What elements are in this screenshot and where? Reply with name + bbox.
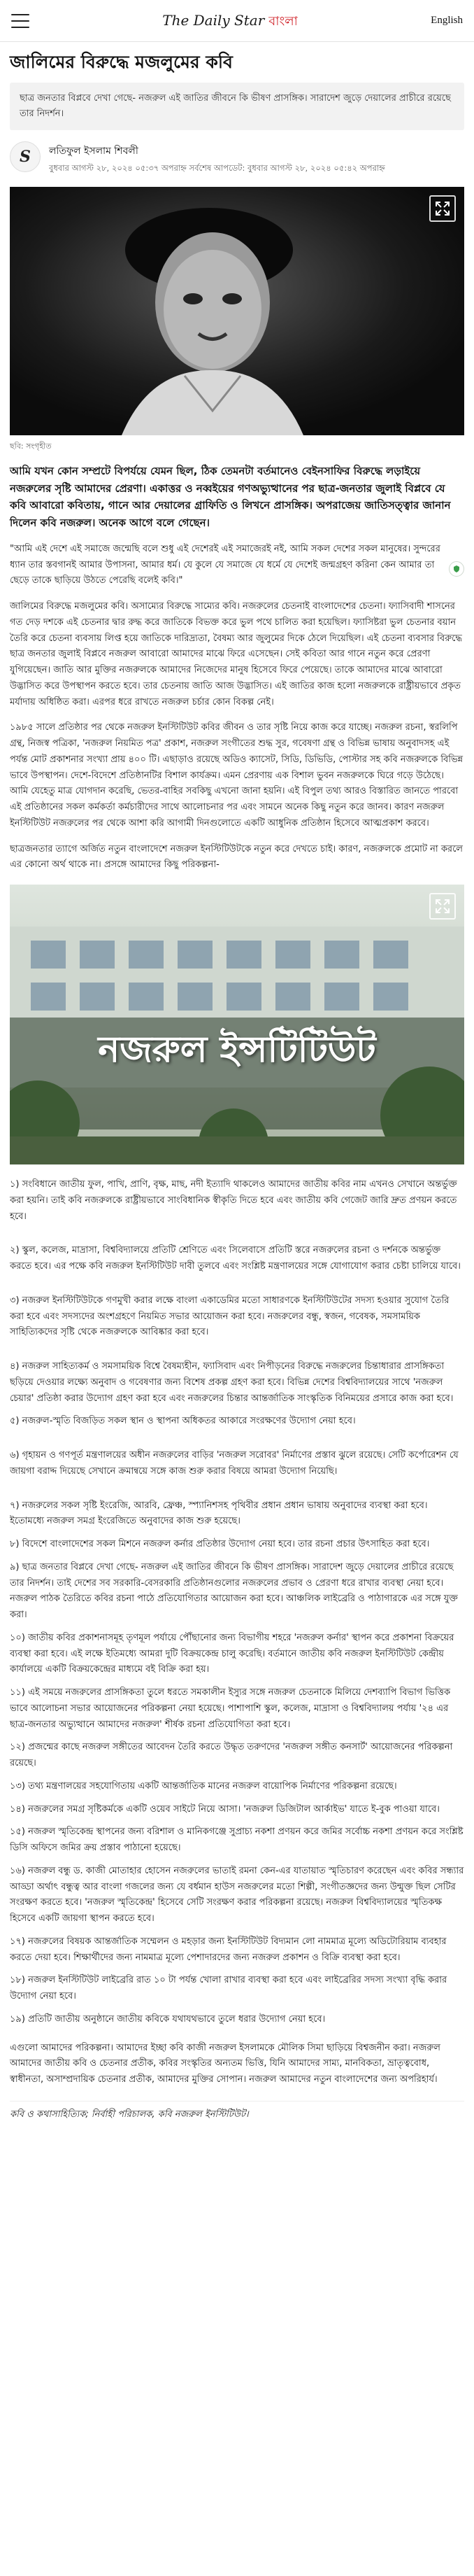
plan-item: ১০) জাতীয় কবির প্রকাশনাসমূহ তৃণমূল পর্যায়ে পৌঁছানোর জন্য বিভাগীয় শহরে 'নজরুল কর্নার' স্থাপন করে প্রকাশনা বিক্রয়ের ব্যবস্থা করা হবে। এই লক্ষে ইতিমধ্যে আমরা দুটি বিক্রয়কেন্দ্র চালু করেছি। বর্তমানে জাতীয় কবি নজরুল ইনস্টিটিউট কেন্দ্রীয় কার্যালয়ে একটি বিক্রয়কেন্দ্রের মাধ্যমে বই বিক্রি করা হয়। [10, 1632, 454, 1675]
plan-item: ৬) গৃহায়ন ও গণপূর্ত মন্ত্রণালয়ের অধীন নজরুলের বাড়ির 'নজরুল সরোবর' নির্মাণের প্রস্তাব ঝুলে রয়েছে। সেটি কর্পোরেশন যে জায়গা বরাদ্দ দিয়েছে সেখানে ক্রমান্বয়ে সঙ্গে কাজ শুরু করার বিষয়ে আমরা উদ্যোগ নিয়েছি। [10, 1450, 459, 1477]
institute-banner-text: নজরুল ইন্সটিটিউট [98, 1029, 376, 1071]
byline [10, 141, 464, 174]
plan-item: ১) সংবিধানে জাতীয় ফুল, পাখি, প্রাণি, বৃক্ষ, মাছ, নদী ইত্যাদি থাকলেও আমাদের জাতীয় কবির নাম এখনও সেখানে অন্তর্ভুক্ত করা হয়নি। তাই কবি নজরুলকে রাষ্ট্রীয়ভাবে সাংবিধানিক স্বীকৃতি দিতে হবে এবং জাতীয় কবি গেজেট জারি দ্রুত প্রণয়ন করতে হবে। [10, 1179, 457, 1222]
plans-list [10, 1177, 464, 2028]
plan-item: ১৫) নজরুল স্মৃতিকেন্দ্র স্থাপনের জন্য বরিশাল ও মানিকগঞ্জে সুপ্রাচ্য নকশা প্রণয়ন করে জমির সর্বোচ্চ নকশা প্রণয়ন করে সংশ্লিষ্ট ডিসি অফিসে জমির ক্রয় প্রস্তাব পাঠানো হয়েছে। [10, 1827, 464, 1854]
closing-paragraph: এগুলো আমাদের পরিকল্পনা। আমাদের ইচ্ছা কবি কাজী নজরুল ইসলামকে মৌলিক সিমা ছাড়িয়ে বিশ্বজনীন করা। নজরুল আমাদের জাতীয় কবি ও চেতনার প্রতীক, কবির সংস্কৃতির অন্যতম ভিত্তি, যিনি আমাদের সাম্য, মানবিকতা, ভ্রাতৃত্ববোধ, স্বাধীনতা, অসাম্প্রদায়িক চেতনার প্রতীক, আমাদের মুক্তির সোপান। নজরুল আমাদের নতুন বাংলাদেশের জন্য অপরিহার্য। [10, 2042, 440, 2085]
article-container [0, 50, 474, 2123]
plan-item: ৪) নজরুল সাহিত্যকর্ম ও সমসাময়িক বিশ্বে বৈষম্যহীন, ফ্যাসিবাদ এবং নিপীড়নের বিরুদ্ধে নজরুলের চিন্তাধারার প্রাসঙ্গিকতা ছড়িয়ে দেওয়ার লক্ষ্যে অনুবাদ ও গবেষণার জন্য বিশেষ প্রকল্প গ্রহণ করা হবে। বিভিন্ন দেশের বিশ্ববিদ্যালয়ের সাথে 'নজরুল চেয়ার' প্রতিষ্ঠা করার উদ্যোগ গ্রহণ করা হবে এবং নজরুলের চিন্তার আন্তর্জাতিক সাংস্কৃতিক বিনিময়ের প্রসারে কাজ করা হবে। [10, 1361, 454, 1404]
plan-item: ১১) এই সময়ে নজরুলের প্রাসঙ্গিকতা তুলে ধরতে সমকালীন ইস্যুর সঙ্গে নজরুল চেতনাকে মিলিয়ে দেশব্যাপি বিভাগ ভিত্তিক ভাবে আলোচনা সভার আয়োজনের পরিকল্পনা নেয়া হয়েছে। পাশাপাশি স্কুল, কলেজ, মাদ্রাসা ও বিশ্ববিদ্যালয় পর্যায় '২৪ এর ছাত্র-জনতার অভ্যুত্থানে আমাদের নজরুল' শীর্ষক রচনা প্রতিযোগিতা করা হবে। [10, 1687, 451, 1730]
author-avatar: S [10, 141, 41, 172]
plan-item: ৮) বিদেশে বাংলাদেশের সকল মিশনে নজরুল কর্নার প্রতিষ্ঠার উদ্যোগ নেয়া হবে। তার রচনা প্রচার উৎসাহিত করা হবে। [10, 1539, 430, 1550]
hero-image [10, 187, 464, 435]
shield-check-icon[interactable] [449, 561, 464, 577]
expand-image-button[interactable] [429, 195, 456, 222]
plan-item: ১৯) প্রতিটি জাতীয় অনুষ্ঠানে জাতীয় কবিকে যথাযথভাবে তুলে ধরার উদ্যোগ নেয়া হবে। [10, 2013, 326, 2025]
article-lead: আমি যখন কোন সম্প্রটে বিপর্যয়ে যেমন ছিল, ঠিক তেমনটা বর্তমানেও বেইনসাফির বিরুদ্ধে লড়াইয়ে নজরুলের সৃষ্টি আমাদের প্রেরণা। একাত্তর ও নব্বইয়ের গণঅভ্যুত্থানের পর ছাত্র-জনতার জুলাই বিপ্লবে যে কবি আবারো কবিতায়, গানে আর দেয়ালের গ্রাফিতি ও লিখনে প্রাসঙ্গিক। অপরাজেয় জাতিসত্ত্বার জানান দিলেন কবি নজরুল। অনেক আগে বলে গেছেন। [10, 464, 451, 530]
plan-item: ১৬) নজরুল বন্ধু ড. কাজী মোতাহার হোসেন নজরুলের ভাতাই রমনা কেন-এর যাতায়াত স্মৃতিচারণ করেছেন এবং কবির সন্ধ্যার আড্ডা অর্থাৎ বন্ধুত্ব আর বাংলা গজলের জন্য যে বর্ধমান হাউস নজরুলের মতো শিল্পী, সংগীতজ্ঞদের জন্য উন্মুক্ত ছিল সেটির সংরক্ষণ করতে হবে। 'নজরুল স্মৃতিকেন্দ্র' হিসেবে সেটি সংরক্ষণ করার পরিকল্পনা রয়েছে। নজরুল বিশ্ববিদ্যালয়ের স্মৃতিকক্ষ হিসেবে একটি জায়গা স্থাপন করতে হবে। [10, 1865, 464, 1924]
article-body [10, 542, 464, 873]
quote-paragraph: "আমি এই দেশে এই সমাজে জন্মেছি বলে শুধু এই দেশেরই এই সমাজেরই নই, আমি সকল দেশের সকল মানুষের। সুন্দরের ধ্যান তার স্তবগানই আমার উপাসনা, আমার ধর্ম। যে কুলে যে সমাজে যে ধর্মে যে দেশেই জন্মগ্রহণ করিনা কেন আমার তা ছেড়ে তাকে ছাড়িয়ে উঠতে পেরেছি বলেই কবি।" [10, 543, 440, 586]
site-logo[interactable] [29, 8, 431, 33]
plan-item: ১২) প্রজন্মের কাছে নজরুল সঙ্গীতের আবেদন তৈরি করতে উদ্ধৃত তরুণদের 'নজরুল সঙ্গীত কনসার্ট' আয়োজনের পরিকল্পনা রয়েছে। [10, 1742, 453, 1769]
author-name[interactable]: লতিফুল ইসলাম শিবলী [49, 145, 138, 157]
hero-caption: ছবি: সংগৃহীত [10, 441, 52, 451]
plan-item: ২) স্কুল, কলেজ, মাদ্রাসা, বিশ্ববিদ্যালয়ে প্রতিটি শ্রেণিতে এবং সিলেবাসে প্রতিটি স্তরে নজরুলের রচনা ও দর্শনকে অন্তর্ভুক্ত করতে হবে। এর পক্ষে কবি নজরুল ইনস্টিটিউট দাবী তুলবে এবং সংশ্লিষ্ট মন্ত্রণালয়ের সঙ্গে যোগাযোগ করার চেষ্টা চালিয়ে যাবে। [10, 1245, 461, 1272]
body-paragraph: জালিমের বিরুদ্ধে মজলুমের কবি। অসাম্যের বিরুদ্ধে সাম্যের কবি। নজরুলের চেতনাই বাংলাদেশের চেতনা। ফ্যাসিবাদী শাসনের গত দেড় দশকে এই চেতনার দ্বার রুদ্ধ করে জাতিকে বিভক্ত করে ভুল পথে চালিত করা হয়েছিল। ফ্যাসিষ্টরা ভুল চেতনার বয়ান তৈরি করে চেতনা ব্যবসায় লিপ্ত হয়ে জাতিকে দারিদ্র্যতা, বৈষম্য আর জুলুমের দিকে ঠেলে দিয়েছিল। এই চেতনা ব্যবসার বিরুদ্ধে ছাত্র জনতার জুলাই বিপ্লবে নজরুল আবারো আমাদের মাঝে ফিরে এসেছেন। সেই কবিতা আর গানে নতুন করে প্রেরণা যুগিয়েছেন। জাতি আর মুক্তির নজরুলকে আমাদের নিজেদের মানুষ হিসেবে ফিরে পেয়েছে। তাকে আমাদের মাঝে আবারো উদ্ভাসিত করে উপস্থাপন করতে হবে। তার চেতনায় জাতি আজ উদ্ভাসিত। এই জাতির কাজ হলো নজরুলকে রাষ্ট্রীয়ভাবে প্রকৃত মর্যাদায় অধিষ্ঠিত করা। এরপর ধরে রাখতে নজরুল চর্চার কোন বিকল্প নেই। [10, 601, 462, 708]
author-footnote: কবি ও কথাসাহিত্যিক; নির্বাহী পরিচালক, কবি নজরুল ইনস্টিটিউট। [10, 2101, 464, 2123]
language-switch-link[interactable]: English [431, 15, 463, 27]
plan-item: ৫) নজরুল-স্মৃতি বিজড়িত সকল স্থান ও স্থাপনা অধিকতর আকারে সংরক্ষণের উদ্যোগ নেয়া হবে। [10, 1416, 356, 1427]
logo-bangla: বাংলা [268, 14, 298, 29]
plan-item: ৭) নজরুলের সকল সৃষ্টি ইংরেজি, আরবি, ফ্রেঞ্চ, স্প্যানিশসহ পৃথিবীর প্রধান প্রধান ভাষায় অনুবাদের ব্যবস্থা করা হবে। ইতোমধ্যে নজরুল সমগ্র ইংরেজিতে অনুবাদের কাজ শুরু হয়েছে। [10, 1500, 428, 1527]
hamburger-menu-icon[interactable] [11, 14, 29, 28]
expand-icon [434, 898, 451, 915]
plan-item: ১৮) নজরুল ইনস্টিটিউট লাইব্রেরি রাত ১০ টা পর্যন্ত খোলা রাখার ব্যবস্থা করা হবে এবং লাইব্রেরির সদস্য সংখ্যা বৃদ্ধি করার উদ্যোগ নেয়া হবে। [10, 1975, 447, 2002]
body-paragraph: ছাত্রজনতার ত্যাগে অর্জিত নতুন বাংলাদেশে নজরুল ইনস্টিটিউটকে নতুন করে দেখতে চাই। কারণ, নজরুলকে প্রমোট না করলে এর কোনো অর্থ থাকে না। প্রসঙ্গে আমাদের কিছু পরিকল্পনা- [10, 843, 463, 871]
body-paragraph: ১৯৮৫ সালে প্রতিষ্ঠার পর থেকে নজরুল ইনস্টিটিউট কবির জীবন ও তার সৃষ্টি নিয়ে কাজ করে যাচ্ছে। নজরুল রচনা, স্বরলিপি গ্রন্থ, নিজস্ব পত্রিকা, 'নজরুল নিয়মিত পত্র' প্রকাশ, নজরুল সংগীতের শুদ্ধ সুর, গবেষণা গ্রন্থ ও বিভিন্ন ভাষায় অনুবাদসহ এই পর্যন্ত মোট প্রকাশনার সংখ্যা প্রায় ৪০০ টি। এছাড়াও রয়েছে অডিও ক্যাসেট, সিডি, ডিভিডি, পোস্টার সহ কবি নজরুলকে বিভিন্ন ভাবে উপস্থাপন। দেশে-বিদেশে প্রতিষ্ঠানটির বিশাল কার্যক্রম। এমন প্রেরণায় এক বিশাল ভুবন নজরুলকে ঘিরে গড়ে উঠেছে। আমি যেহেতু মাত্র যোগদান করেছি, ভেতর-বাহির সবকিছু এখনো জানা হয়নি। এই বিপুল তথ্য আরও বিস্তারিত জানতে পারবো এই প্রতিষ্ঠানের সকল কর্মকর্তা কর্মচারীদের সাথে আলোচনার পর এবং সামনে অনেক কিছু নতুন করে জানব। কারণ নজরুল ইনস্টিটিউট নজরুলের পর থেকে আশা করি আগামী দিনগুলোতে একটি আধুনিক প্রতিষ্ঠান হিসেবে আত্মপ্রকাশ করবে। [10, 722, 464, 829]
expand-image-button[interactable] [429, 893, 456, 920]
hero-portrait-image [10, 187, 464, 435]
plan-item: ১৭) নজরুলের বিষয়ক আন্তর্জাতিক সম্মেলন ও মহড়ার জন্য ইনস্টিটিউট বিদ্যমান লো নামমাত্র মূল্যে অডিটোরিয়াম ব্যবহার করতে দেয়া হবে। শিক্ষার্থীদের জন্য নামমাত্র মূল্যে পেশাদারদের জন্য নজরুল প্রকাশন ও বিক্রি ব্যবস্থা করা হবে। [10, 1936, 447, 1963]
institute-image [10, 885, 464, 1164]
plan-item: ১৪) নজরুলের সমগ্র সৃষ্টিকর্মকে একটি ওয়েব সাইটে নিয়ে আসা। 'নজরুল ডিজিটাল আর্কাইভ' যাতে ই-বুক পাওয়া যাবে। [10, 1803, 440, 1815]
publish-dates: বুধবার আগস্ট ২৮, ২০২৪ ০৫:৩৭ অপরাহ্ন সর্বশেষ আপডেট: বুধবার আগস্ট ২৮, ২০২৪ ০৫:৪২ অপরাহ্ন [49, 163, 385, 174]
plan-item: ১৩) তথ্য মন্ত্রণালয়ের সহযোগিতায় একটি আন্তর্জাতিক মানের নজরুল বায়োপিক নির্মাণের পরিকল্পনা রয়েছে। [10, 1780, 397, 1792]
logo-english: The Daily Star [162, 12, 265, 29]
plan-item: ৯) ছাত্র জনতার বিপ্লবে দেখা গেছে- নজরুল এই জাতির জীবনে কি ভীষণ প্রাসঙ্গিক। সারাদেশ জুড়ে দেয়ালের প্রাচীরে রয়েছে তার নিদর্শন। তাই দেশের সব সরকারি-বেসরকারি প্রতিষ্ঠানগুলোর নজরুলের প্রভাব ও প্রেরণা ধরে রাখার ব্যবস্থা নেয়া হবে। নজরুল পাঠক তৈরিতে কবির রচনা পাঠে প্রতিযোগিতার আয়োজন করা হবে। আঞ্চলিক লাইব্রেরি ও পাঠাগারকে এর সঙ্গে যুক্ত করা। [10, 1561, 458, 1621]
institute-building-image [10, 885, 464, 1164]
plan-item: ৩) নজরুল ইনস্টিটিউটকে গণমুখী করার লক্ষে বাংলা একাডেমির মতো সাধারণকে ইনস্টিটিউটের সদস্য হওয়ার সুযোগ তৈরি করা হবে এবং সদস্যদের অংশগ্রহণে নিয়মিত সভার আয়োজন করা হবে। নজরুলের বন্ধু, স্বজন, গবেষক, সমসাময়িক সাহিত্যিকদের সৃষ্টি থেকে নজরুলকে আবিষ্কার করা হবে। [10, 1295, 450, 1338]
article-title: জালিমের বিরুদ্ধে মজলুমের কবি [10, 52, 233, 72]
top-bar [0, 0, 474, 42]
article-summary: ছাত্র জনতার বিপ্লবে দেখা গেছে- নজরুল এই জাতির জীবনে কি ভীষণ প্রাসঙ্গিক। সারাদেশ জুড়ে দেয়ালের প্রাচীরে রয়েছে তার নিদর্শন। [10, 83, 464, 130]
expand-icon [434, 200, 451, 217]
